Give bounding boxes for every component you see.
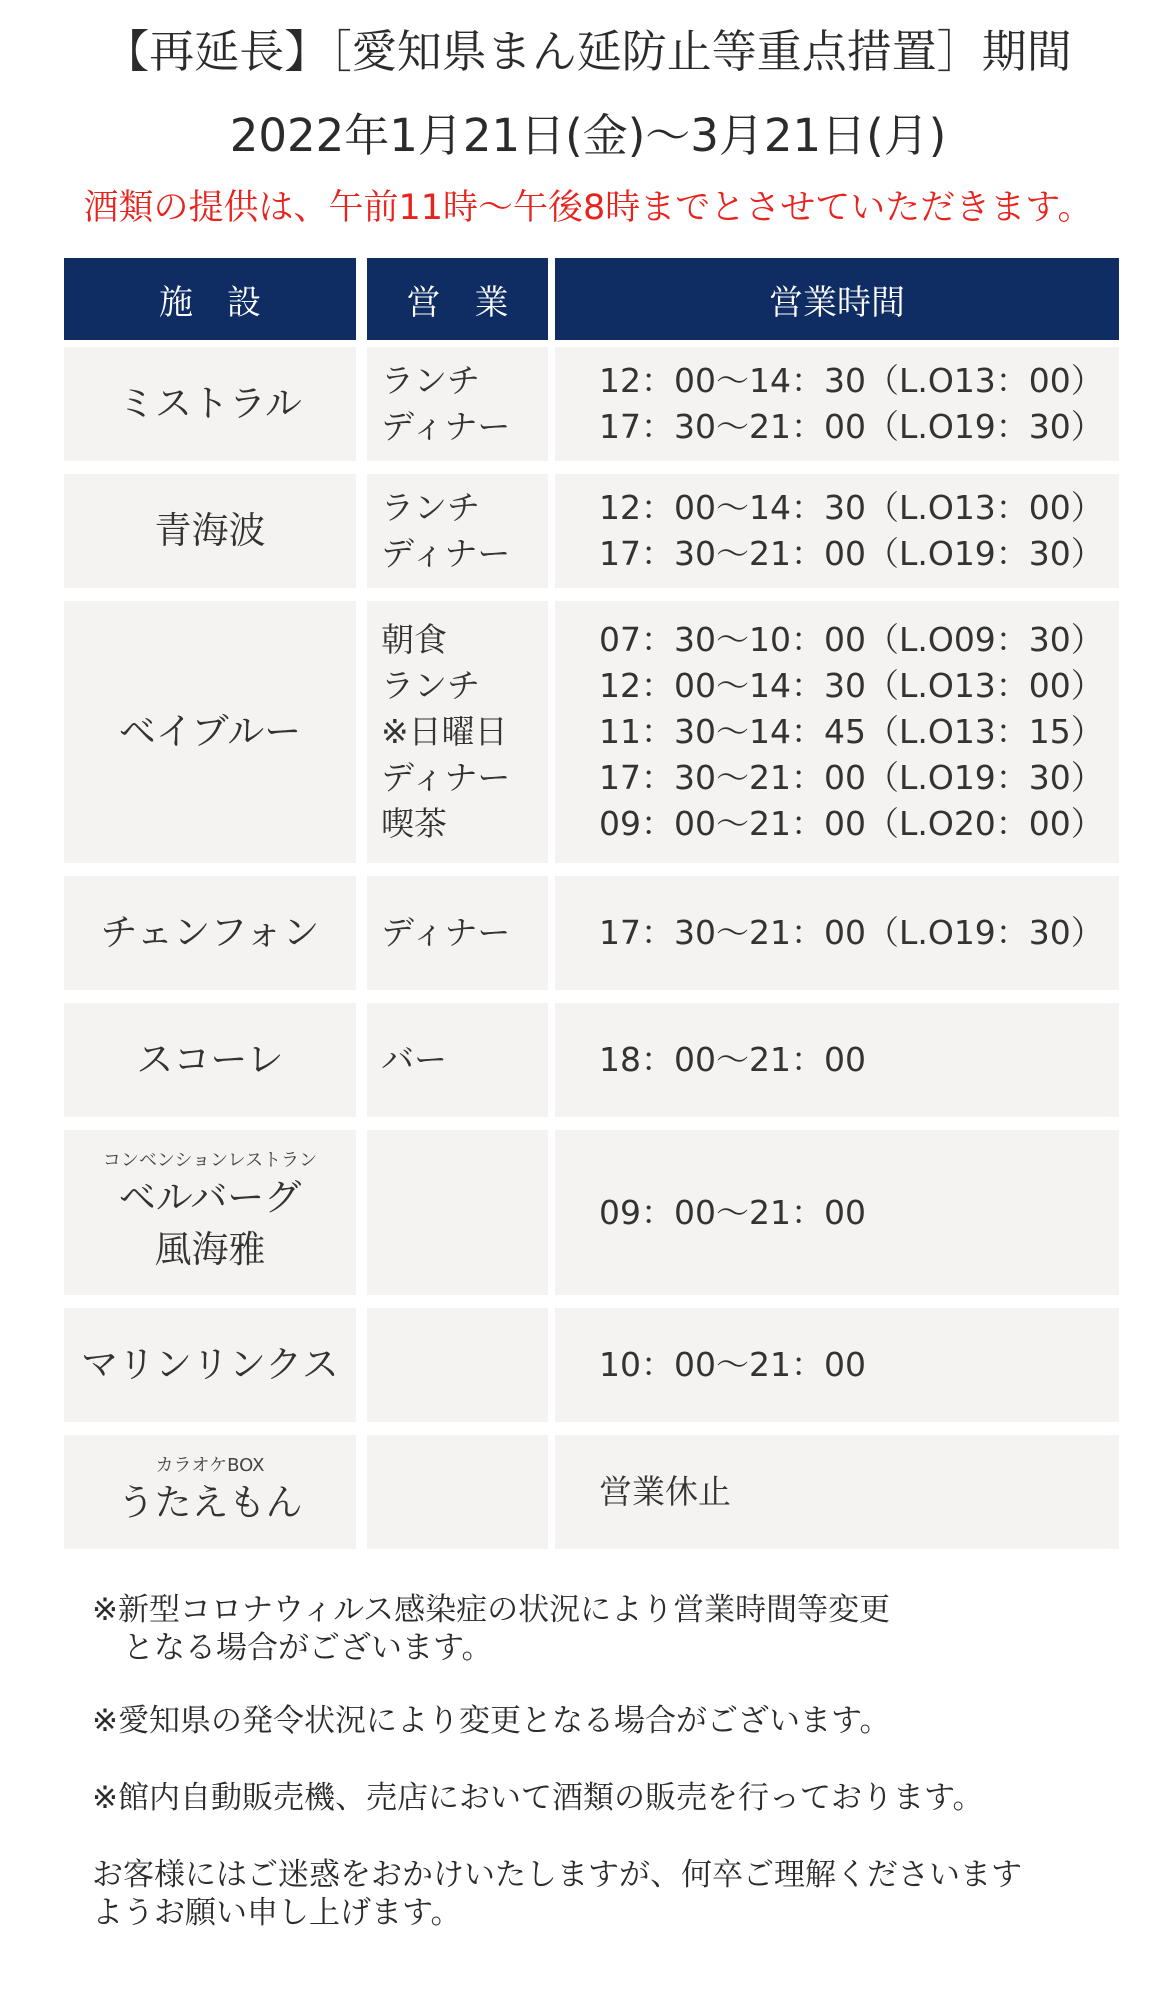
footnote-line: ※館内自動販売機、売店において酒類の販売を行っております。 <box>92 1780 984 1816</box>
service-cell <box>367 1003 548 1117</box>
service-type: ※日曜日 <box>381 712 508 751</box>
service-type: ランチ <box>381 361 480 400</box>
hours-cell <box>555 347 1119 461</box>
hours-text: 17：30〜21：00（L.O19：30） <box>599 913 1104 952</box>
footnote-item <box>92 1702 1112 1740</box>
footnote-line: ※新型コロナウィルス感染症の状況により営業時間等変更 <box>92 1592 891 1628</box>
hours-cell <box>555 876 1119 990</box>
facility-name: マリンリンクス <box>81 1343 339 1386</box>
footnote-line: となる場合がございます。 <box>92 1630 493 1666</box>
facility-name: ベイブルー <box>118 710 302 753</box>
hours-text: 17：30〜21：00（L.O19：30） <box>599 758 1104 797</box>
facility-cell <box>64 1435 356 1549</box>
facility-name: 青海波 <box>154 509 266 552</box>
service-type: ディナー <box>381 534 511 573</box>
footnote-line: お客様にはご迷惑をおかけいたしますが、何卒ご理解くださいます <box>92 1857 1022 1893</box>
hours-text: 12：00〜14：30（L.O13：00） <box>599 666 1104 705</box>
facility-name: チェンフォン <box>100 911 320 954</box>
hours-cell <box>555 1130 1119 1295</box>
hours-text: 18：00〜21：00 <box>599 1040 866 1079</box>
footnote-item <box>92 1591 1112 1667</box>
hours-text: 12：00〜14：30（L.O13：00） <box>599 488 1104 527</box>
service-type: ディナー <box>381 407 511 446</box>
service-type: ランチ <box>381 666 480 705</box>
service-type: ディナー <box>381 913 511 952</box>
facility-cell <box>64 347 356 461</box>
hours-text: 17：30〜21：00（L.O19：30） <box>599 534 1104 573</box>
facility-ruby: コンベンションレストラン <box>102 1149 318 1171</box>
service-type: 朝食 <box>381 620 447 659</box>
hours-cell <box>555 601 1119 863</box>
hours-cell <box>555 1435 1119 1549</box>
hours-text: 10：00〜21：00 <box>599 1345 866 1384</box>
footnote-item <box>92 1779 1112 1817</box>
hours-cell <box>555 1308 1119 1422</box>
facility-name: ミストラル <box>118 382 302 425</box>
facility-name: ベルバーグ <box>118 1175 302 1219</box>
hours-text: 11：30〜14：45（L.O13：15） <box>599 712 1104 751</box>
hours-text: 09：00〜21：00 <box>599 1192 866 1232</box>
column-header-service: 営 業 <box>367 258 548 340</box>
hours-text: 07：30〜10：00（L.O09：30） <box>599 620 1104 659</box>
service-cell <box>367 1435 548 1549</box>
facility-cell <box>64 1003 356 1117</box>
facility-cell <box>64 876 356 990</box>
column-header-hours: 営業時間 <box>555 258 1119 340</box>
alcohol-notice: 酒類の提供は、午前11時〜午後8時までとさせていただきます。 <box>83 188 1093 228</box>
service-cell <box>367 474 548 588</box>
hours-cell <box>555 1003 1119 1117</box>
hours-cell <box>555 474 1119 588</box>
facility-ruby: カラオケBOX <box>155 1455 265 1476</box>
service-cell <box>367 347 548 461</box>
hours-text: 09：00〜21：00（L.O20：00） <box>599 804 1104 843</box>
hours-text: 12：00〜14：30（L.O13：00） <box>599 361 1104 400</box>
footnote-line: ようお願い申し上げます。 <box>92 1895 462 1931</box>
facility-cell <box>64 601 356 863</box>
facility-cell <box>64 1308 356 1422</box>
facility-name: うたえもん <box>117 1481 303 1524</box>
service-type: ランチ <box>381 488 480 527</box>
service-type: ディナー <box>381 758 511 797</box>
column-header-facility: 施 設 <box>64 258 356 340</box>
footnote-line: ※愛知県の発令状況により変更となる場合がございます。 <box>92 1703 891 1739</box>
footnote-item <box>92 1856 1112 1932</box>
period-dates: 2022年1月21日(金)〜3月21日(月) <box>229 109 947 162</box>
service-type: 喫茶 <box>381 804 447 843</box>
facility-name: 風海雅 <box>154 1227 266 1271</box>
facility-name: スコーレ <box>136 1038 284 1081</box>
page-title: 【再延長】［愛知県まん延防止等重点措置］期間 <box>104 25 1072 78</box>
facility-cell <box>64 474 356 588</box>
service-cell <box>367 1308 548 1422</box>
hours-text: 17：30〜21：00（L.O19：30） <box>599 407 1104 446</box>
service-type: バー <box>381 1040 447 1079</box>
hours-text: 営業休止 <box>599 1472 731 1511</box>
service-cell <box>367 876 548 990</box>
service-cell <box>367 601 548 863</box>
facility-cell <box>64 1130 356 1295</box>
service-cell <box>367 1130 548 1295</box>
